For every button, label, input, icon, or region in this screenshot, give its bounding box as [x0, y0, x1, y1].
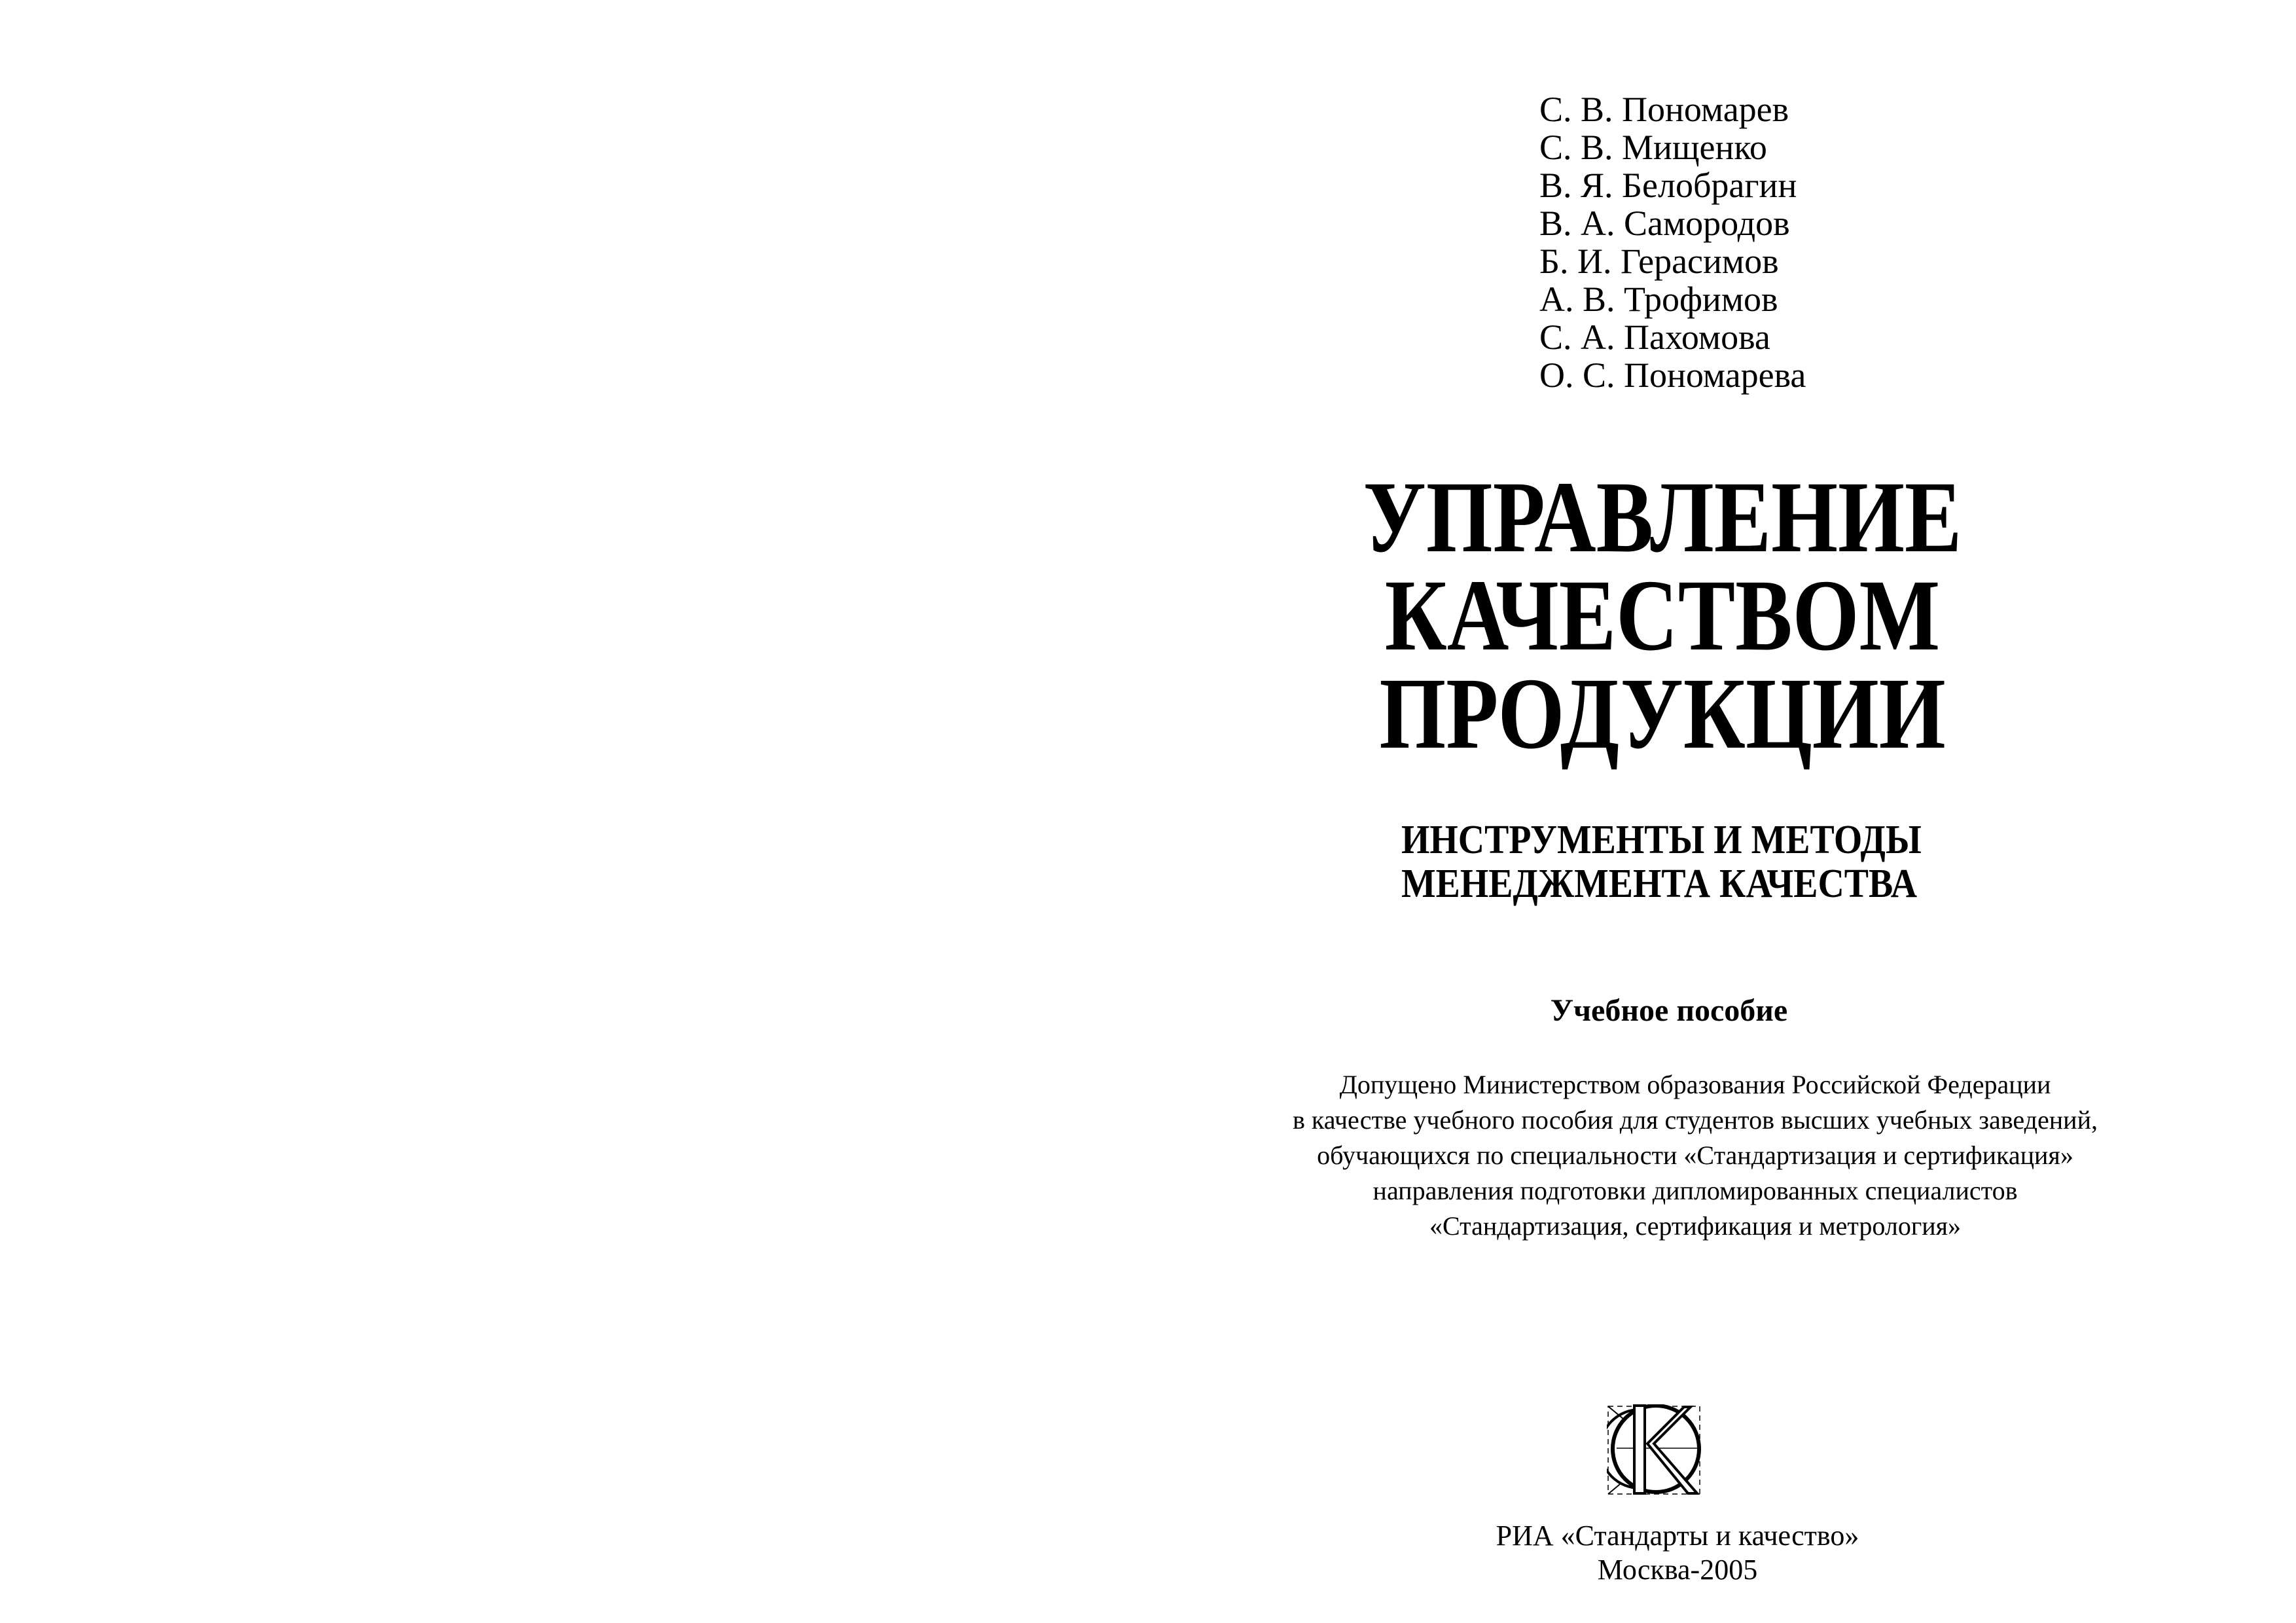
title-line: ПРОДУКЦИИ — [1379, 657, 1946, 770]
publisher-info — [1416, 1519, 1939, 1587]
author: А. В. Трофимов — [1539, 280, 1778, 319]
author: С. В. Пономарев — [1539, 90, 1789, 129]
author: В. Я. Белобрагин — [1539, 166, 1797, 205]
approval-line: Допущено Министерством образования Российской Федерации — [1339, 1070, 2051, 1099]
author: С. А. Пахомова — [1539, 318, 1770, 357]
publication-type: Учебное пособие — [1550, 993, 1788, 1028]
author-list — [1539, 90, 1806, 394]
author: Б. И. Герасимов — [1539, 242, 1779, 281]
book-subtitle — [1401, 818, 1979, 906]
author: О. С. Пономарева — [1539, 356, 1806, 395]
subtitle-line: ИНСТРУМЕНТЫ И МЕТОДЫ — [1401, 818, 1922, 862]
author: В. А. Самородов — [1539, 204, 1790, 243]
book-title — [1244, 460, 2081, 770]
publisher-logo-icon — [1607, 1404, 1702, 1496]
author: С. В. Мищенко — [1539, 128, 1767, 167]
approval-line: обучающихся по специальности «Стандартизация и сертификация» — [1317, 1140, 2073, 1170]
title-line: УПРАВЛЕНИЕ — [1363, 460, 1962, 574]
city-year: Москва-2005 — [1597, 1554, 1758, 1586]
subtitle-line: МЕНЕДЖМЕНТА КАЧЕСТВА — [1401, 862, 1918, 906]
publisher-name: РИА «Стандарты и качество» — [1496, 1520, 1859, 1552]
approval-note — [1244, 1067, 2147, 1244]
title-line: КАЧЕСТВОМ — [1384, 558, 1941, 672]
approval-line: «Стандартизация, сертификация и метрология» — [1429, 1211, 1962, 1241]
approval-line: в качестве учебного пособия для студентов высших учебных заведений, — [1293, 1105, 2098, 1135]
approval-line: направления подготовки дипломированных специалистов — [1372, 1176, 2018, 1205]
